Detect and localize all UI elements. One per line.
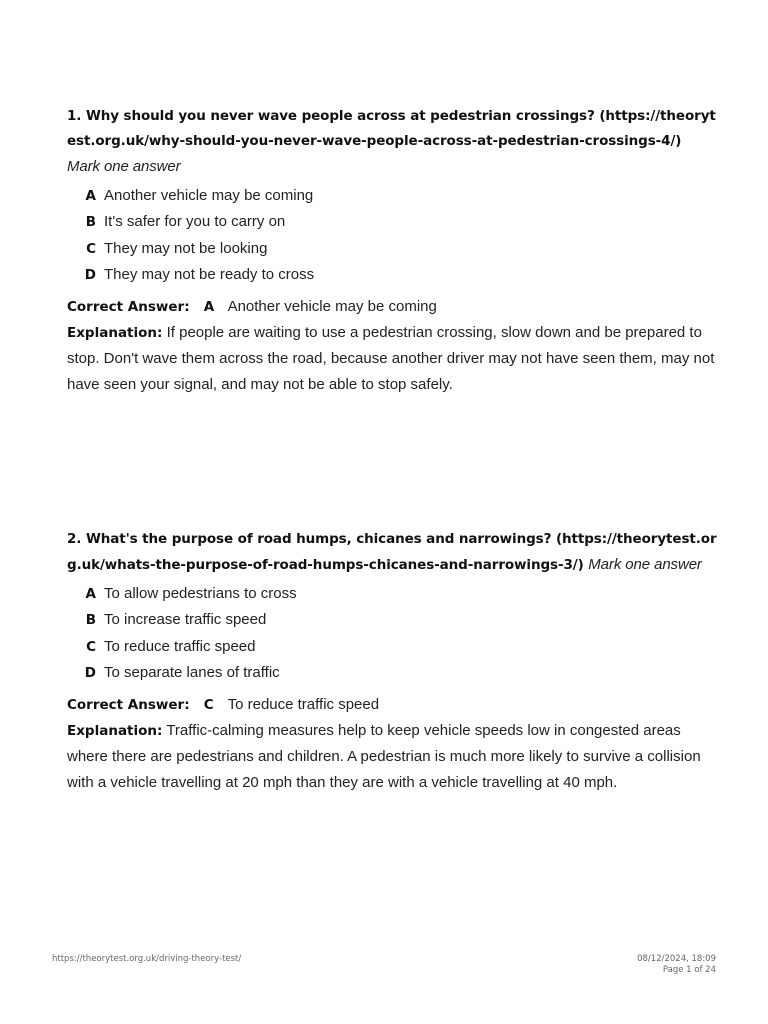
option-letter: C [86, 240, 96, 257]
answer-options [67, 581, 717, 686]
option-letter: B [85, 214, 96, 231]
option-letter: A [85, 188, 96, 204]
option-letter: D [84, 266, 96, 283]
option-b[interactable] [67, 209, 717, 235]
question-link[interactable]: (https://theorytest.org.uk/whats-the-purpose-of-road-humps-chicanes-and-narrowings-3/) [67, 531, 717, 573]
option-b[interactable] [67, 607, 717, 633]
question-heading [67, 104, 717, 180]
instruction-text: Mark one answer [67, 158, 181, 175]
option-d[interactable] [67, 660, 717, 686]
option-letter: D [84, 664, 96, 681]
option-text: To reduce traffic speed [104, 637, 256, 655]
question-title: Why should you never wave people across at pedestrian crossings? [85, 108, 595, 124]
explanation-label: Explanation: [67, 325, 163, 342]
correct-answer [67, 692, 717, 718]
footer-datetime: 08/12/2024, 18:09 [637, 954, 716, 964]
correct-answer-label: Correct Answer: [67, 697, 190, 714]
footer-url[interactable]: https://theorytest.org.uk/driving-theory-test/ [52, 954, 242, 964]
question-link[interactable]: (https://theorytest.org.uk/why-should-you-never-wave-people-across-at-pedestrian-crossings-4/) [67, 108, 716, 149]
explanation-label: Explanation: [67, 723, 163, 740]
question-heading [67, 527, 717, 578]
option-letter: B [85, 612, 96, 629]
correct-answer-label: Correct Answer: [67, 299, 190, 316]
footer-meta [637, 954, 716, 976]
correct-answer-letter: A [203, 299, 215, 316]
correct-answer-text: To reduce traffic speed [227, 696, 380, 714]
option-d[interactable] [67, 262, 717, 288]
instruction-text: Mark one answer [588, 556, 702, 573]
question-number: 2. [67, 531, 82, 547]
option-text: To increase traffic speed [104, 611, 267, 629]
question-1 [67, 104, 717, 398]
option-letter: C [86, 638, 96, 655]
explanation-text: Traffic-calming measures help to keep vehicle speeds low in congested areas where there are pedestrians and children. A pedestrian is much more likely to survive a collision with a vehicle travelling at 20 mph than they are with a vehicle travelling at 40 mph. [67, 722, 701, 792]
explanation [67, 320, 717, 398]
answer-options [67, 183, 717, 288]
question-title: What's the purpose of road humps, chicanes and narrowings? [85, 531, 552, 547]
footer-page-number: Page 1 of 24 [662, 965, 716, 975]
correct-answer [67, 294, 717, 320]
explanation-text: If people are waiting to use a pedestrian crossing, slow down and be prepared to stop. Don't wave them across the road, because another driver may not have seen them, may not have seen your signal, and may not be able to stop safely. [67, 324, 715, 394]
explanation [67, 718, 717, 796]
correct-answer-text: Another vehicle may be coming [227, 298, 437, 316]
option-text: They may not be looking [104, 239, 268, 257]
option-text: To separate lanes of traffic [104, 663, 280, 681]
question-2 [67, 527, 717, 796]
option-text: Another vehicle may be coming [104, 187, 314, 204]
option-a[interactable] [67, 183, 717, 209]
correct-answer-letter: C [203, 697, 214, 714]
question-number: 1. [67, 108, 82, 124]
option-letter: A [85, 586, 96, 602]
option-text: To allow pedestrians to cross [104, 585, 297, 602]
option-text: It's safer for you to carry on [104, 213, 286, 231]
option-a[interactable] [67, 581, 717, 607]
option-c[interactable] [67, 236, 717, 262]
option-c[interactable] [67, 634, 717, 660]
option-text: They may not be ready to cross [104, 265, 315, 283]
